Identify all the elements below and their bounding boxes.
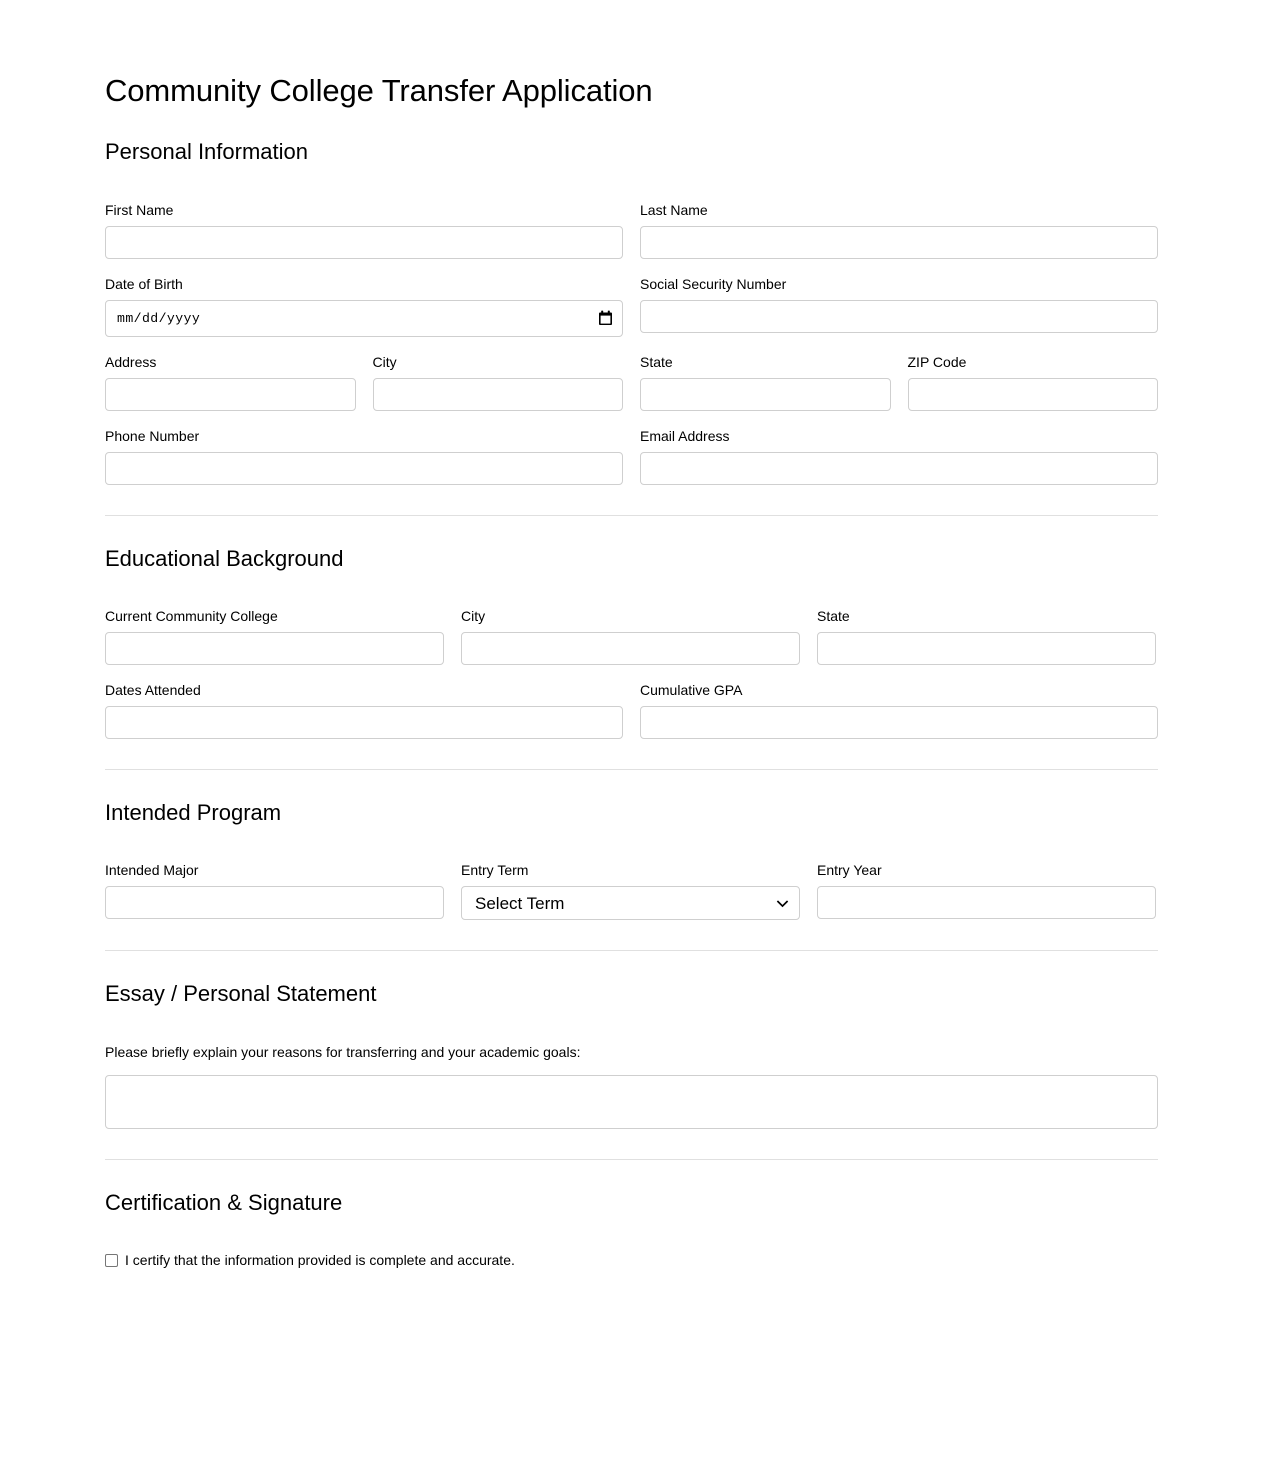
label-social-security-number: Social Security Number — [640, 275, 787, 292]
label-cumulative-gpa: Cumulative GPA — [640, 681, 743, 698]
essay-textarea[interactable] — [105, 1075, 1158, 1129]
field-social-security-number — [640, 276, 1158, 333]
state-input[interactable] — [640, 378, 891, 411]
section-heading-educational-background: Educational Background — [105, 545, 344, 571]
field-entry-term — [461, 862, 800, 920]
field-city — [373, 354, 624, 411]
section-certification-signature — [105, 1190, 1158, 1269]
label-city: City — [372, 353, 397, 370]
section-educational-background — [105, 546, 1158, 739]
address-input[interactable] — [105, 378, 356, 411]
field-zip-code — [908, 354, 1159, 411]
field-phone-number — [105, 428, 623, 485]
section-heading-essay: Essay / Personal Statement — [105, 981, 377, 1007]
field-education-state — [817, 608, 1156, 665]
divider-after-personal-information — [105, 515, 1158, 516]
label-entry-term: Entry Term — [461, 862, 529, 879]
label-entry-year: Entry Year — [817, 862, 882, 879]
label-zip-code: ZIP Code — [907, 353, 967, 370]
city-input[interactable] — [373, 378, 624, 411]
label-address: Address — [105, 353, 157, 370]
label-first-name: First Name — [105, 201, 174, 218]
section-heading-intended-program: Intended Program — [105, 799, 282, 825]
divider-after-intended-program — [105, 950, 1158, 951]
field-education-city — [461, 608, 800, 665]
entry-term-selected-value: Select Term — [475, 893, 565, 913]
label-education-state: State — [817, 607, 850, 624]
field-dates-attended — [105, 682, 623, 739]
education-city-input[interactable] — [461, 632, 800, 665]
section-heading-personal-information: Personal Information — [105, 139, 308, 165]
phone-number-input[interactable] — [105, 452, 623, 485]
entry-year-input[interactable] — [817, 886, 1156, 919]
label-email-address: Email Address — [640, 427, 730, 444]
field-last-name — [640, 202, 1158, 259]
field-cumulative-gpa — [640, 682, 1158, 739]
section-essay-personal-statement — [105, 981, 1158, 1128]
field-current-community-college — [105, 608, 444, 665]
certification-checkbox-label: I certify that the information provided is complete and accurate. — [125, 1252, 515, 1269]
essay-prompt: Please briefly explain your reasons for transferring and your academic goals: — [105, 1043, 581, 1060]
dates-attended-input[interactable] — [105, 706, 623, 739]
date-placeholder-text: mm/dd/yyyy — [117, 310, 201, 326]
label-phone-number: Phone Number — [105, 427, 200, 444]
divider-after-essay — [105, 1159, 1158, 1160]
row-dates-gpa — [105, 682, 1158, 739]
date-of-birth-input[interactable] — [105, 300, 623, 337]
zip-code-input[interactable] — [908, 378, 1159, 411]
row-name — [105, 202, 1158, 259]
email-address-input[interactable] — [640, 452, 1158, 485]
entry-term-select[interactable] — [461, 886, 800, 920]
field-first-name — [105, 202, 623, 259]
field-state — [640, 354, 891, 411]
page-title: Community College Transfer Application — [105, 73, 653, 108]
label-date-of-birth: Date of Birth — [105, 275, 183, 292]
first-name-input[interactable] — [105, 226, 623, 259]
row-dob-ssn — [105, 276, 1158, 337]
label-intended-major: Intended Major — [105, 862, 199, 879]
section-personal-information — [105, 139, 1158, 484]
social-security-number-input[interactable] — [640, 300, 1158, 333]
field-email-address — [640, 428, 1158, 485]
education-state-input[interactable] — [817, 632, 1156, 665]
section-heading-certification: Certification & Signature — [105, 1189, 343, 1215]
row-program — [105, 862, 1158, 920]
label-current-community-college: Current Community College — [105, 607, 278, 624]
last-name-input[interactable] — [640, 226, 1158, 259]
intended-major-input[interactable] — [105, 886, 444, 919]
current-community-college-input[interactable] — [105, 632, 444, 665]
chevron-down-icon[interactable] — [776, 897, 789, 910]
field-entry-year — [817, 862, 1156, 919]
label-education-city: City — [461, 607, 486, 624]
date-of-birth-wrapper — [105, 300, 623, 337]
certification-checkbox-row — [105, 1252, 1158, 1269]
cumulative-gpa-input[interactable] — [640, 706, 1158, 739]
calendar-icon[interactable] — [598, 310, 613, 326]
row-college — [105, 608, 1158, 665]
certification-checkbox[interactable] — [105, 1254, 118, 1267]
field-address — [105, 354, 356, 411]
field-intended-major — [105, 862, 444, 919]
section-intended-program — [105, 800, 1158, 920]
label-dates-attended: Dates Attended — [105, 681, 201, 698]
label-state: State — [640, 353, 673, 370]
entry-term-wrapper — [461, 886, 800, 920]
field-date-of-birth — [105, 276, 623, 337]
label-last-name: Last Name — [640, 201, 708, 218]
row-address — [105, 354, 1158, 411]
row-contact — [105, 428, 1158, 485]
divider-after-educational-background — [105, 769, 1158, 770]
